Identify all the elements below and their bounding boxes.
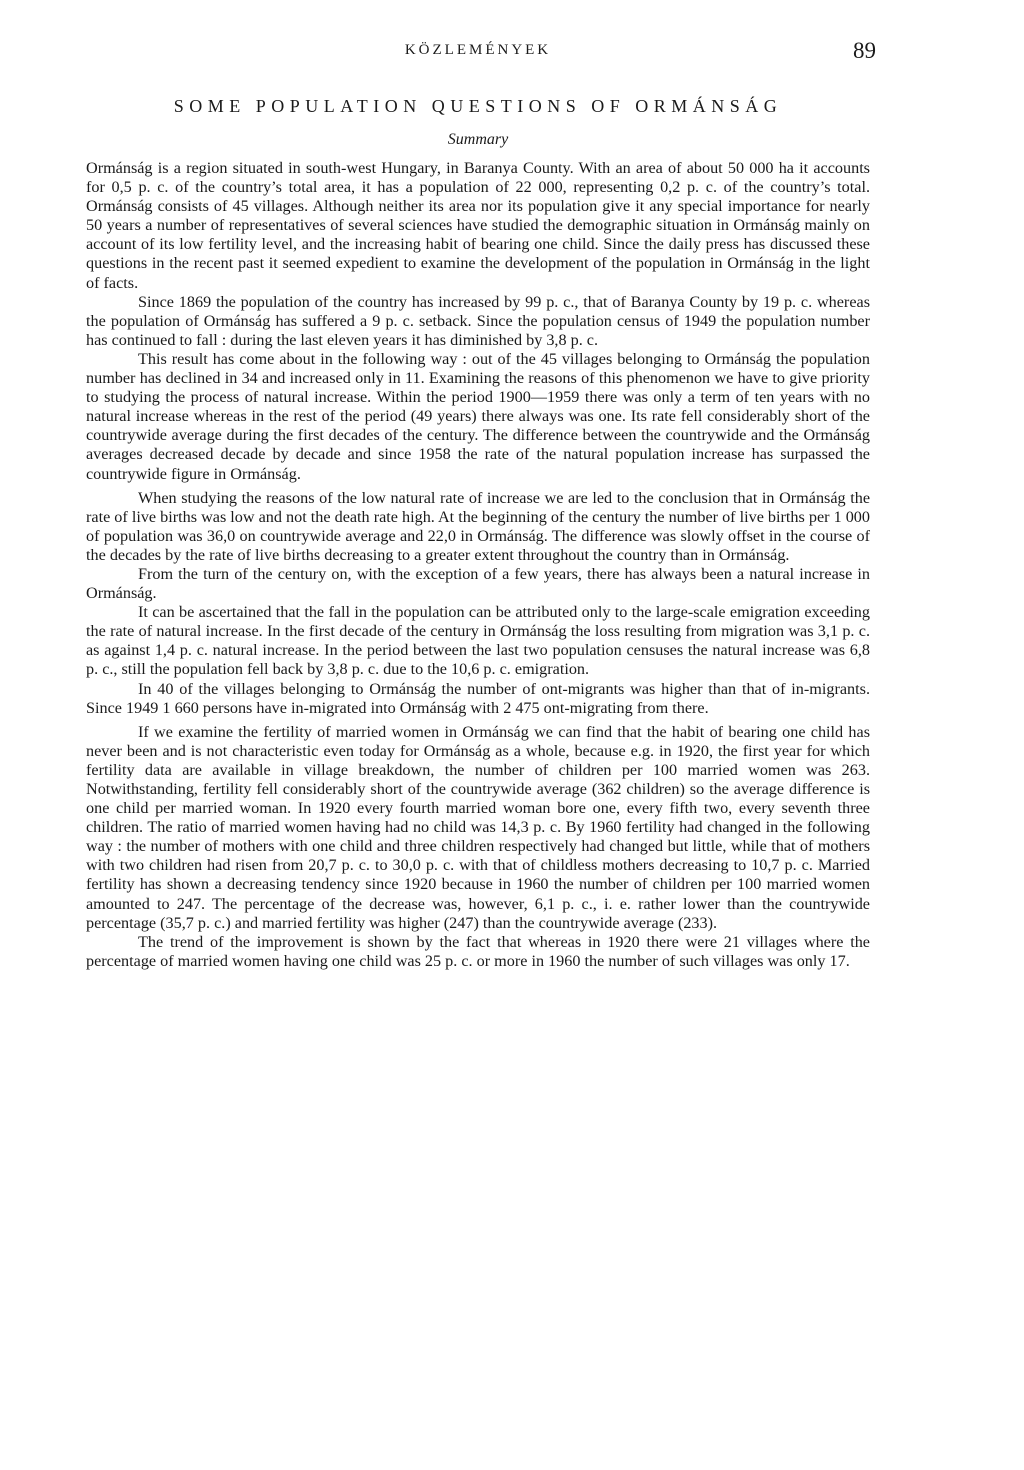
page xyxy=(86,38,876,971)
paragraph: If we examine the fertility of married women in Ormánság we can find that the habit of bearing one child has never been and is not characteristic even today for Ormánság as a whole, because e.g. in 1920, the first year for which fertility data are available in village breakdown, the number of children per 100 married women was 263. Notwithstanding, fertility fell considerably short of the countrywide average (362 children) so the average difference is one child per married woman. In 1920 every fourth married woman bore one, every fifth two, every seventh three children. The ratio of married women having had no child was 14,3 p. c. By 1960 fertility had changed in the following way : the number of mothers with one child and three children respectively had changed but little, while that of mothers with two children had risen from 20,7 p. c. to 30,0 p. c. with that of childless mothers decreasing to 10,7 p. c. Married fertility has shown a decreasing tendency since 1920 because in 1960 the number of children per 100 married women amounted to 247. The percentage of the decrease was, however, 6,1 p. c., i. e. rather lower than the countrywide percentage (35,7 p. c.) and married fertility was higher (247) than the countrywide average (233). xyxy=(86,722,870,932)
running-head xyxy=(86,38,876,72)
paragraph: Since 1869 the population of the country has increased by 99 p. c., that of Baranya County by 19 p. c. whereas the population of Ormánság has suffered a 9 p. c. setback. Since the population census of 1949 the population number has continued to fall : during the last eleven years it has diminished by 3,8 p. c. xyxy=(86,292,870,349)
article-title: SOME POPULATION QUESTIONS OF ORMÁNSÁG xyxy=(173,96,783,116)
paragraph: It can be ascertained that the fall in the population can be attributed only to the large-scale emigration exceeding the rate of natural increase. In the first decade of the century in Ormánság the loss resulting from migration was 3,1 p. c. as against 1,4 p. c. natural increase. In the period between the last two population censuses the natural increase was 6,8 p. c., still the population fell back by 3,8 p. c. due to the 10,6 p. c. emigration. xyxy=(86,603,870,679)
paragraph: When studying the reasons of the low natural rate of increase we are led to the conclusion that in Ormánság the rate of live births was low and not the death rate high. At the beginning of the century the number of live births per 1 000 of population was 36,0 on countrywide average and 22,0 in Ormánság. The difference was slowly offset in the course of the decades by the rate of live births decreasing to a greater extent throughout the country than in Ormánság. xyxy=(86,488,870,564)
paragraph: From the turn of the century on, with the exception of a few years, there has always been a natural increase in Ormánság. xyxy=(86,564,870,603)
page-number: 89 xyxy=(853,38,876,63)
paragraph: In 40 of the villages belonging to Ormánság the number of ont-migrants was higher than that of in-migrants. Since 1949 1 660 persons have in-migrated into Ormánság with 2 475 ont-migrating from there. xyxy=(86,679,870,717)
journal-name: KÖZLEMÉNYEK xyxy=(404,42,552,58)
paragraph: Ormánság is a region situated in south-west Hungary, in Baranya County. With an area of about 50 000 ha it accounts for 0,5 p. c. of the country’s total area, it has a population of 22 000, representing 0,2 p. c. of the country’s total. Ormánság consists of 45 villages. Although neither its area nor its population give it any special importance for nearly 50 years a number of representatives of several sciences have studied the demographic situation in Ormánság mainly on account of its low fertility level, and the increasing habit of bearing one child. Since the daily press has discussed these questions in the recent past it seemed expedient to examine the development of the population in Ormánság in the light of facts. xyxy=(86,159,870,292)
summary-heading: Summary xyxy=(447,131,509,148)
summary-body xyxy=(86,159,870,971)
paragraph: This result has come about in the following way : out of the 45 villages belonging to Ormánság the population number has declined in 34 and increased only in 11. Examining the reasons of this phenomenon we have to give priority to studying the process of natural increase. Within the period 1900—1959 there was only a term of ten years with no natural increase whereas in the rest of the period (49 years) there always was one. Its rate fell considerably short of the countrywide average during the first decades of the century. The difference between the countrywide and the Ormánság averages decreased decade by decade and since 1958 the rate of the natural population increase has surpassed the countrywide figure in Ormánság. xyxy=(86,349,870,483)
paragraph: The trend of the improvement is shown by the fact that whereas in 1920 there were 21 villages where the percentage of married women having one child was 25 p. c. or more in 1960 the number of such villages was only 17. xyxy=(86,932,870,970)
